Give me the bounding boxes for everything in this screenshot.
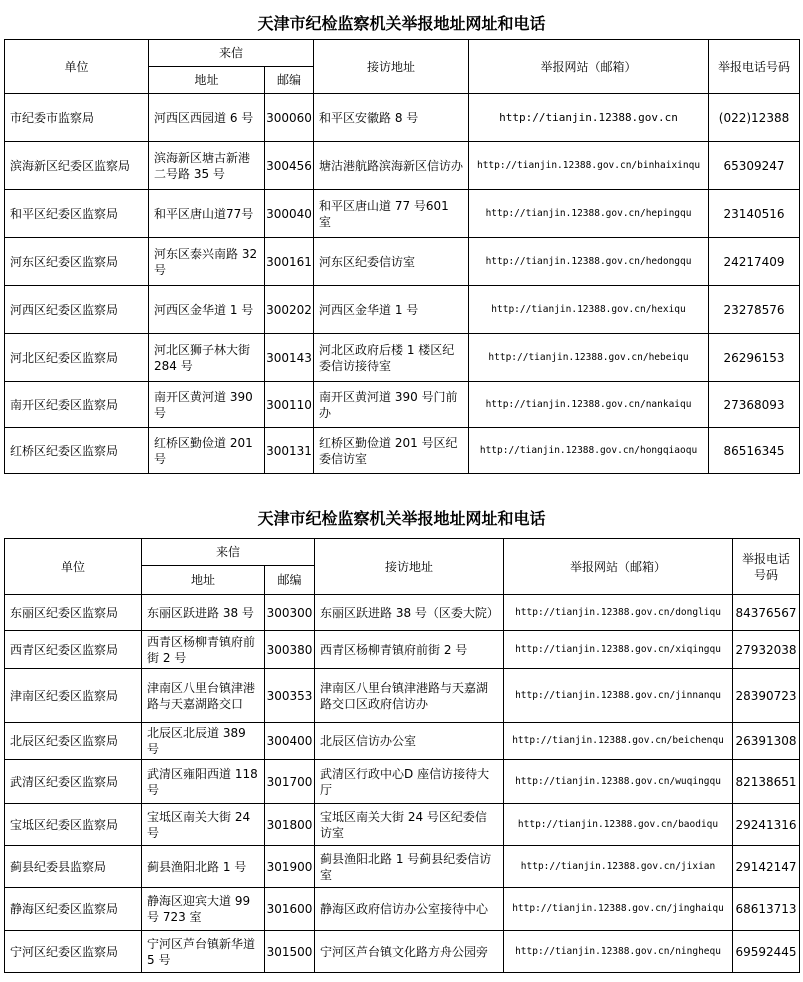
- unit-cell: 红桥区纪委区监察局: [5, 428, 149, 474]
- header-postcode: 邮编: [265, 566, 315, 595]
- header-website: 举报网站（邮箱）: [504, 539, 733, 595]
- address-cell: 北辰区北辰道 389 号: [142, 723, 265, 760]
- header-website: 举报网站（邮箱）: [469, 40, 709, 94]
- address-cell: 东丽区跃进路 38 号: [142, 595, 265, 631]
- unit-cell: 宁河区纪委区监察局: [5, 931, 142, 973]
- visit-address-cell: 南开区黄河道 390 号门前办: [314, 382, 469, 428]
- address-cell: 蓟县渔阳北路 1 号: [142, 846, 265, 888]
- visit-address-cell: 宁河区芦台镇文化路方舟公园旁: [315, 931, 504, 973]
- unit-cell: 宝坻区纪委区监察局: [5, 804, 142, 846]
- unit-cell: 蓟县纪委县监察局: [5, 846, 142, 888]
- address-cell: 西青区杨柳青镇府前街 2 号: [142, 631, 265, 669]
- postcode-cell: 300110: [265, 382, 314, 428]
- postcode-cell: 300202: [265, 286, 314, 334]
- postcode-cell: 300040: [265, 190, 314, 238]
- postcode-cell: 300060: [265, 94, 314, 142]
- table-row: [5, 190, 800, 238]
- unit-cell: 静海区纪委区监察局: [5, 888, 142, 931]
- header-letters: 来信: [142, 539, 315, 566]
- unit-cell: 市纪委市监察局: [5, 94, 149, 142]
- header-postcode: 邮编: [265, 67, 314, 94]
- visit-address-cell: 蓟县渔阳北路 1 号蓟县纪委信访室: [315, 846, 504, 888]
- visit-address-cell: 宝坻区南关大街 24 号区纪委信访室: [315, 804, 504, 846]
- table-row: [5, 631, 800, 669]
- table-row: [5, 760, 800, 804]
- table-2-title: 天津市纪检监察机关举报地址网址和电话: [257, 509, 546, 528]
- header-phone: 举报电话号码: [733, 539, 800, 595]
- visit-address-cell: 河西区金华道 1 号: [314, 286, 469, 334]
- visit-address-cell: 北辰区信访办公室: [315, 723, 504, 760]
- address-cell: 滨海新区塘古新港二号路 35 号: [149, 142, 265, 190]
- postcode-cell: 300161: [265, 238, 314, 286]
- visit-address-cell: 河北区政府后楼 1 楼区纪委信访接待室: [314, 334, 469, 382]
- postcode-cell: 300380: [265, 631, 315, 669]
- table-1-title: 天津市纪检监察机关举报地址网址和电话: [257, 14, 546, 33]
- unit-cell: 河北区纪委区监察局: [5, 334, 149, 382]
- visit-address-cell: 津南区八里台镇津港路与天嘉湖路交口区政府信访办: [315, 669, 504, 723]
- website-link[interactable]: http://tianjin.12388.gov.cn/dongliqu: [504, 595, 733, 631]
- address-cell: 红桥区勤俭道 201 号: [149, 428, 265, 474]
- address-cell: 河北区狮子林大街 284 号: [149, 334, 265, 382]
- website-link[interactable]: http://tianjin.12388.gov.cn/ninghequ: [504, 931, 733, 973]
- table-row: [5, 238, 800, 286]
- header-phone: 举报电话号码: [709, 40, 800, 94]
- website-link[interactable]: http://tianjin.12388.gov.cn/hongqiaoqu: [469, 428, 709, 474]
- postcode-cell: 300353: [265, 669, 315, 723]
- header-letters: 来信: [149, 40, 314, 67]
- visit-address-cell: 西青区杨柳青镇府前街 2 号: [315, 631, 504, 669]
- table-row: [5, 382, 800, 428]
- report-table-1: [4, 39, 800, 474]
- unit-cell: 南开区纪委区监察局: [5, 382, 149, 428]
- unit-cell: 滨海新区纪委区监察局: [5, 142, 149, 190]
- unit-cell: 河西区纪委区监察局: [5, 286, 149, 334]
- address-cell: 静海区迎宾大道 99 号 723 室: [142, 888, 265, 931]
- address-cell: 河西区西园道 6 号: [149, 94, 265, 142]
- postcode-cell: 300400: [265, 723, 315, 760]
- phone-cell: 68613713: [733, 888, 800, 931]
- website-link[interactable]: http://tianjin.12388.gov.cn/beichenqu: [504, 723, 733, 760]
- visit-address-cell: 武清区行政中心D 座信访接待大厅: [315, 760, 504, 804]
- postcode-cell: 301900: [265, 846, 315, 888]
- visit-address-cell: 和平区唐山道 77 号601 室: [314, 190, 469, 238]
- address-cell: 河东区泰兴南路 32 号: [149, 238, 265, 286]
- phone-cell: 29142147: [733, 846, 800, 888]
- website-link[interactable]: http://tianjin.12388.gov.cn/xiqingqu: [504, 631, 733, 669]
- visit-address-cell: 塘沽港航路滨海新区信访办: [314, 142, 469, 190]
- table-row: [5, 669, 800, 723]
- phone-cell: 26391308: [733, 723, 800, 760]
- address-cell: 宁河区芦台镇新华道 5 号: [142, 931, 265, 973]
- visit-address-cell: 河东区纪委信访室: [314, 238, 469, 286]
- phone-cell: 26296153: [709, 334, 800, 382]
- phone-cell: 23140516: [709, 190, 800, 238]
- header-address: 地址: [142, 566, 265, 595]
- address-cell: 津南区八里台镇津港路与天嘉湖路交口: [142, 669, 265, 723]
- postcode-cell: 301700: [265, 760, 315, 804]
- postcode-cell: 301600: [265, 888, 315, 931]
- table-row: [5, 94, 800, 142]
- unit-cell: 武清区纪委区监察局: [5, 760, 142, 804]
- visit-address-cell: 红桥区勤俭道 201 号区纪委信访室: [314, 428, 469, 474]
- visit-address-cell: 静海区政府信访办公室接待中心: [315, 888, 504, 931]
- report-table-2: [4, 538, 800, 973]
- phone-cell: 82138651: [733, 760, 800, 804]
- phone-cell: 28390723: [733, 669, 800, 723]
- postcode-cell: 301500: [265, 931, 315, 973]
- postcode-cell: 300143: [265, 334, 314, 382]
- unit-cell: 北辰区纪委区监察局: [5, 723, 142, 760]
- unit-cell: 津南区纪委区监察局: [5, 669, 142, 723]
- header-unit: 单位: [5, 40, 149, 94]
- website-link[interactable]: http://tianjin.12388.gov.cn: [469, 94, 709, 142]
- visit-address-cell: 和平区安徽路 8 号: [314, 94, 469, 142]
- table-row: [5, 142, 800, 190]
- postcode-cell: 300300: [265, 595, 315, 631]
- website-link[interactable]: http://tianjin.12388.gov.cn/jinghaiqu: [504, 888, 733, 931]
- unit-cell: 西青区纪委区监察局: [5, 631, 142, 669]
- address-cell: 武清区雍阳西道 118 号: [142, 760, 265, 804]
- phone-cell: 69592445: [733, 931, 800, 973]
- table-row: [5, 428, 800, 474]
- address-cell: 和平区唐山道77号: [149, 190, 265, 238]
- website-link[interactable]: http://tianjin.12388.gov.cn/jinnanqu: [504, 669, 733, 723]
- header-visit-address: 接访地址: [315, 539, 504, 595]
- table-row: [5, 723, 800, 760]
- header-address: 地址: [149, 67, 265, 94]
- table-row: [5, 846, 800, 888]
- address-cell: 南开区黄河道 390 号: [149, 382, 265, 428]
- unit-cell: 河东区纪委区监察局: [5, 238, 149, 286]
- website-link[interactable]: http://tianjin.12388.gov.cn/hedongqu: [469, 238, 709, 286]
- website-link[interactable]: http://tianjin.12388.gov.cn/binhaixinqu: [469, 142, 709, 190]
- phone-cell: 24217409: [709, 238, 800, 286]
- header-unit: 单位: [5, 539, 142, 595]
- postcode-cell: 301800: [265, 804, 315, 846]
- table-row: [5, 931, 800, 973]
- website-link[interactable]: http://tianjin.12388.gov.cn/nankaiqu: [469, 382, 709, 428]
- phone-cell: 27368093: [709, 382, 800, 428]
- table-row: [5, 334, 800, 382]
- unit-cell: 和平区纪委区监察局: [5, 190, 149, 238]
- postcode-cell: 300131: [265, 428, 314, 474]
- address-cell: 宝坻区南关大街 24 号: [142, 804, 265, 846]
- table-row: [5, 888, 800, 931]
- table-row: [5, 595, 800, 631]
- phone-cell: (022)12388: [709, 94, 800, 142]
- visit-address-cell: 东丽区跃进路 38 号（区委大院）: [315, 595, 504, 631]
- phone-cell: 84376567: [733, 595, 800, 631]
- website-link[interactable]: http://tianjin.12388.gov.cn/baodiqu: [504, 804, 733, 846]
- phone-cell: 65309247: [709, 142, 800, 190]
- phone-cell: 27932038: [733, 631, 800, 669]
- phone-cell: 29241316: [733, 804, 800, 846]
- postcode-cell: 300456: [265, 142, 314, 190]
- website-link[interactable]: http://tianjin.12388.gov.cn/hebeiqu: [469, 334, 709, 382]
- website-link[interactable]: http://tianjin.12388.gov.cn/jixian: [504, 846, 733, 888]
- address-cell: 河西区金华道 1 号: [149, 286, 265, 334]
- phone-cell: 23278576: [709, 286, 800, 334]
- website-link[interactable]: http://tianjin.12388.gov.cn/hexiqu: [469, 286, 709, 334]
- header-visit-address: 接访地址: [314, 40, 469, 94]
- table-row: [5, 286, 800, 334]
- unit-cell: 东丽区纪委区监察局: [5, 595, 142, 631]
- table-row: [5, 804, 800, 846]
- website-link[interactable]: http://tianjin.12388.gov.cn/hepingqu: [469, 190, 709, 238]
- phone-cell: 86516345: [709, 428, 800, 474]
- website-link[interactable]: http://tianjin.12388.gov.cn/wuqingqu: [504, 760, 733, 804]
